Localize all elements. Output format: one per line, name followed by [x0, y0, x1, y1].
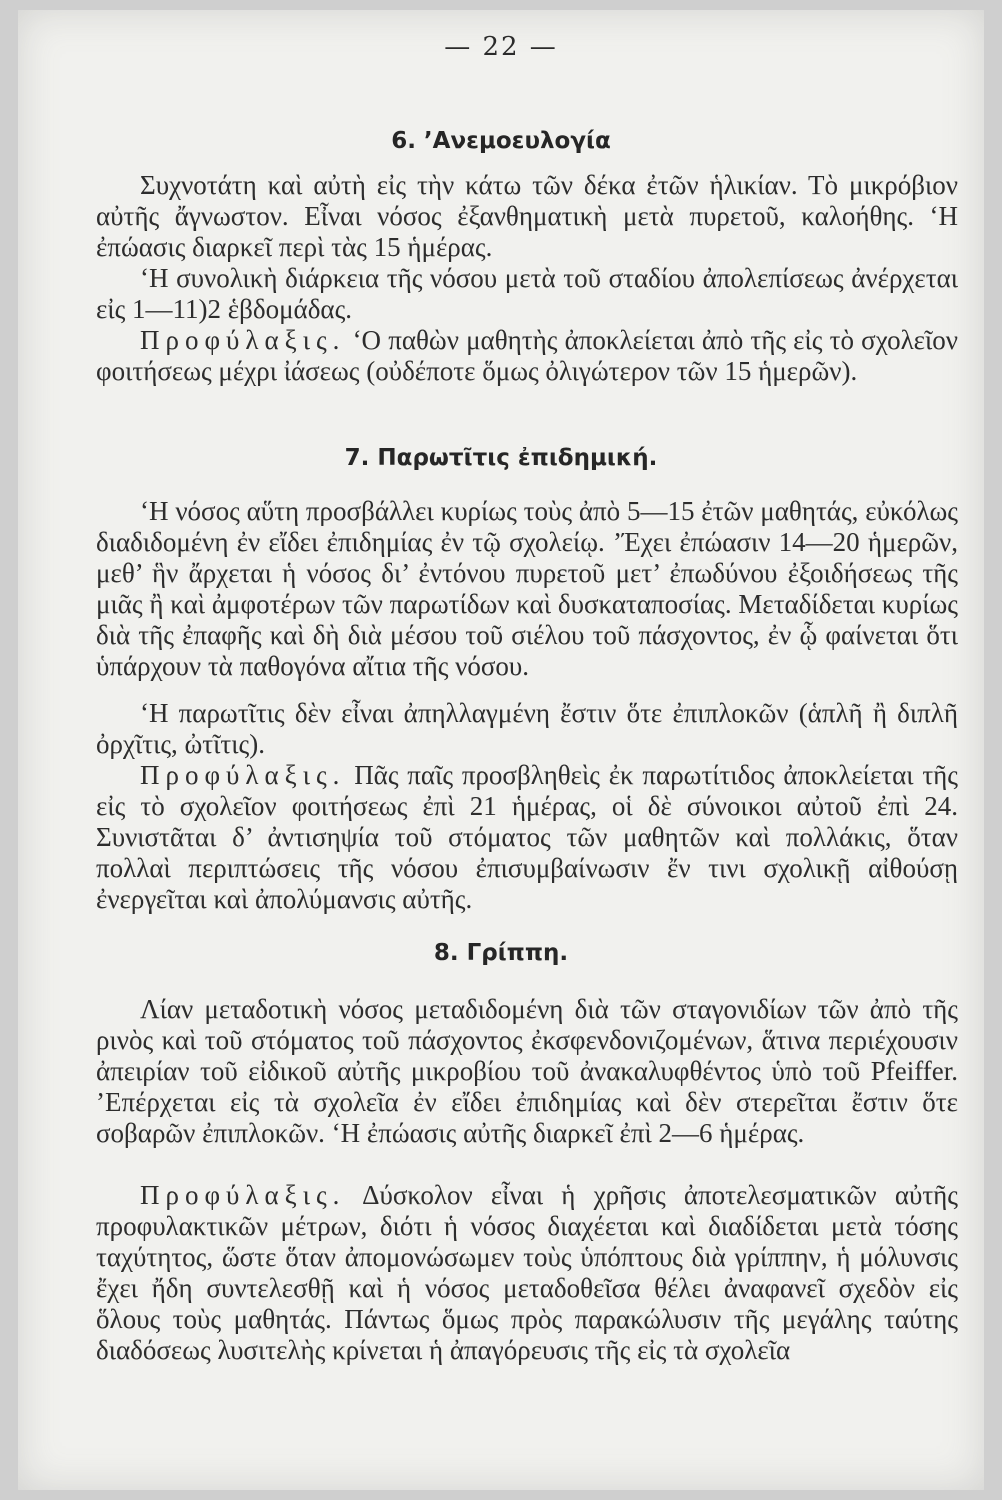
paragraph: Συχνοτάτη καὶ αὐτὴ εἰς τὴν κάτω τῶν δέκα ἐτῶν ἡλικίαν. Τὸ μικρόβιον αὐτῆς ἄγνωστον. Εἶναι νόσος ἐξανθηματικὴ μετὰ πυρετοῦ, καλοήθης. ‘Η ἐπώασις διαρκεῖ περὶ τὰς 15 ἡμέρας. [96, 170, 958, 262]
paragraph: ‘Η συνολικὴ διάρκεια τῆς νόσου μετὰ τοῦ σταδίου ἀπολεπίσεως ἀνέρχεται εἰς 1—11)2 ἑβδομάδας. [96, 263, 958, 324]
prophylaxis-paragraph [96, 1180, 958, 1366]
prophylaxis-label: Προφύλαξις. [140, 325, 346, 355]
prophylaxis-paragraph [96, 325, 958, 387]
page-number: — 22 — [444, 32, 558, 62]
paragraph: ‘Η παρωτῖτις δὲν εἶναι ἀπηλλαγμένη ἔστιν ὅτε ἐπιπλοκῶν (ἁπλῆ ἢ διπλῆ ὀρχῖτις, ὠτῖτις). [96, 698, 958, 759]
prophylaxis-label: Προφύλαξις. [140, 760, 346, 790]
prophylaxis-text: Δύσκολον εἶναι ἡ χρῆσις ἀποτελεσματικῶν αὐτῆς προφυλακτικῶν μέτρων, διότι ἡ νόσος διαχέεται καὶ διαδίδεται μετὰ τόσης ταχύτητος, ὥστε ὅταν ἀπομονώσωμεν τοὺς ὑπόπτους διὰ γρίππην, ἡ μόλυνσις ἔχει ἤδη συντελεσθῇ καὶ ἡ νόσος μεταδοθεῖσα θέλει ἀναφανεῖ σχεδὸν εἰς ὅλους τοὺς μαθητάς. Πάντως ὅμως πρὸς παρακώλυσιν τῆς μεγάλης ταύτης διαδόσεως λυσιτελὴς κρίνεται ἡ ἀπαγόρευσις τῆς εἰς τὰ σχολεῖα [96, 1180, 958, 1365]
prophylaxis-text: Πᾶς παῖς προσβληθεὶς ἐκ παρωτίτιδος ἀποκλείεται τῆς εἰς τὸ σχολεῖον φοιτήσεως ἐπὶ 21 ἡμέρας, οἱ δὲ σύνοικοι αὐτοῦ ἐπὶ 24. Συνιστᾶται δ’ ἀντισηψία τοῦ στόματος τῶν μαθητῶν καὶ πολλάκις, ὅταν πολλαὶ περιπτώσεις τῆς νόσου ἐπισυμβαίνωσιν ἔν τινι σχολικῇ αἰθούσῃ ἐνεργεῖται καὶ ἀπολύμανσις αὐτῆς. [96, 760, 958, 914]
section-title-mumps: 7. Παρωτῖτις ἐπιδημική. [344, 445, 658, 471]
paragraph: Λίαν μεταδοτικὴ νόσος μεταδιδομένη διὰ τῶν σταγονιδίων τῶν ἀπὸ τῆς ρινὸς καὶ τοῦ στόματος τοῦ πάσχοντος ἐκσφενδονιζομένων, ἅτινα περιέχουσιν ἀπειρίαν τοῦ εἰδικοῦ αὐτῆς μικροβίου τοῦ ἀνακαλυφθέντος ὑπὸ τοῦ Pfeiffer. ’Επέρχεται εἰς τὰ σχολεῖα ἐν εἴδει ἐπιδημίας καὶ δὲν στερεῖται ἔστιν ὅτε σοβαρῶν ἐπιπλοκῶν. ‘Η ἐπώασις αὐτῆς διαρκεῖ ἐπὶ 2—6 ἡμέρας. [96, 994, 958, 1148]
prophylaxis-label: Προφύλαξις. [140, 1180, 346, 1210]
prophylaxis-text: ‘Ο παθὼν μαθητὴς ἀποκλείεται ἀπὸ τῆς εἰς τὸ σχολεῖον φοιτήσεως μέχρι ἰάσεως (οὐδέποτε ὅμως ὀλιγώτερον τῶν 15 ἡμερῶν). [96, 325, 958, 386]
paragraph: ‘Η νόσος αὕτη προσβάλλει κυρίως τοὺς ἀπὸ 5—15 ἐτῶν μαθητάς, εὐκόλως διαδιδομένη ἐν εἴδει ἐπιδημίας ἐν τῷ σχολείῳ. ’Έχει ἐπώασιν 14—20 ἡμερῶν, μεθ’ ἣν ἄρχεται ἡ νόσος δι’ ἐντόνου πυρετοῦ μετ’ ἐπωδύνου ἐξοιδήσεως τῆς μιᾶς ἢ καὶ ἀμφοτέρων τῶν παρωτίδων καὶ δυσκαταποσίας. Μεταδίδεται κυρίως διὰ τῆς ἐπαφῆς καὶ δὴ διὰ μέσου τοῦ σιέλου τοῦ πάσχοντος, ἐν ᾧ φαίνεται ὅτι ὑπάρχουν τὰ παθογόνα αἴτια τῆς νόσου. [96, 496, 958, 681]
section-title-influenza: 8. Γρίππη. [433, 940, 569, 966]
prophylaxis-paragraph [96, 760, 958, 915]
book-page [18, 10, 984, 1490]
section-title-chickenpox: 6. ’Ανεμοευλογία [391, 128, 611, 154]
